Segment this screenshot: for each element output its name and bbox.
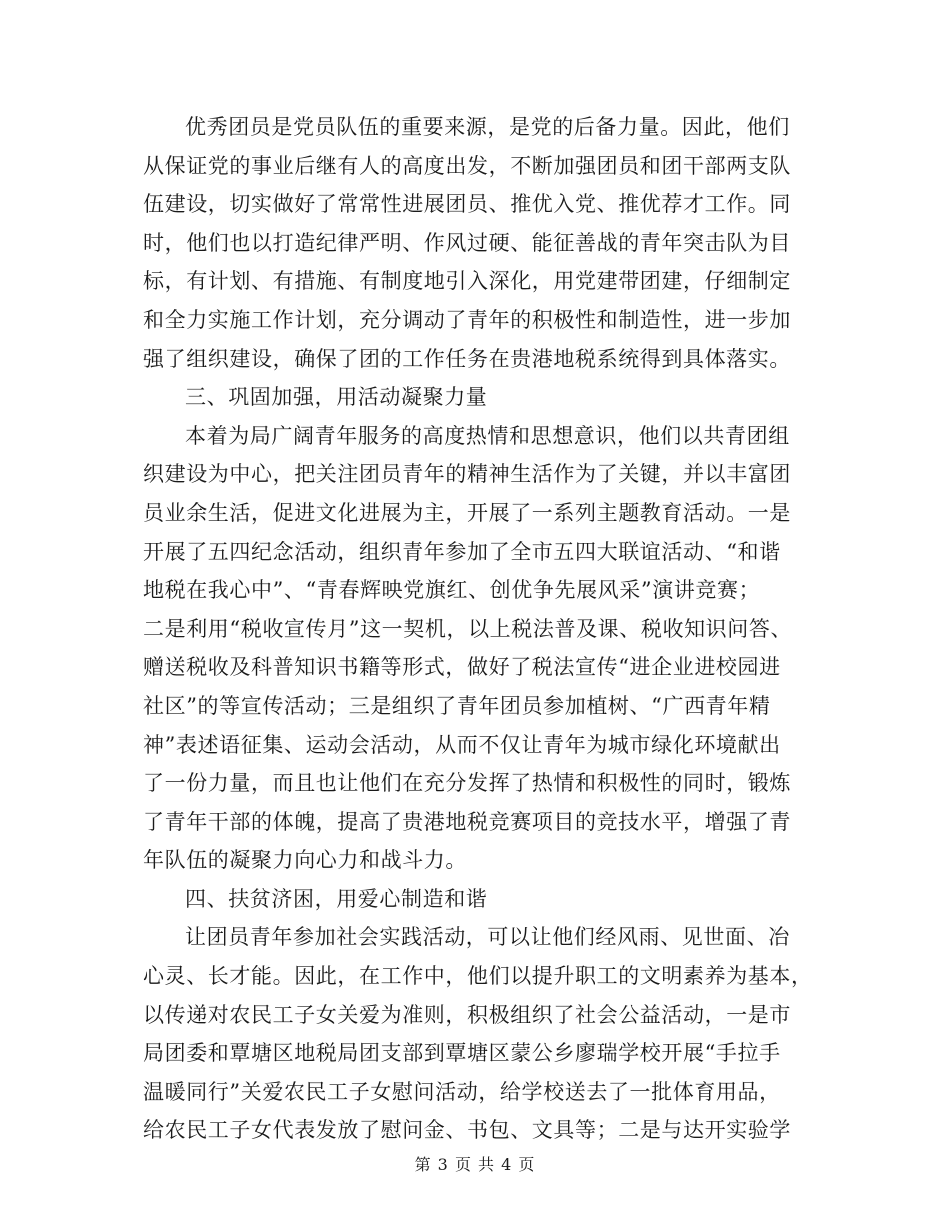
text-line: 以传递对农民工子女关爱为准则，积极组织了社会公益活动，一是市	[143, 1002, 791, 1027]
text-line: 了青年干部的体魄，提高了贵港地税竞赛项目的竞技水平，增强了青	[143, 809, 791, 834]
text-line: 和全力实施工作计划，充分调动了青年的积极性和制造性，进一步加	[143, 307, 791, 332]
text-line: 年队伍的凝聚力向心力和战斗力。	[143, 848, 467, 873]
text-line: 织建设为中心，把关注团员青年的精神生活作为了关键，并以丰富团	[143, 462, 791, 487]
text-line: 三、巩固加强，用活动凝聚力量	[185, 385, 488, 410]
text-line: 神”表述语征集、运动会活动，从而不仅让青年为城市绿化环境献出	[143, 732, 781, 757]
text-line: 从保证党的事业后继有人的高度出发，不断加强团员和团干部两支队	[143, 153, 791, 178]
text-line: 员业余生活，促进文化进展为主，开展了一系列主题教育活动。一是	[143, 500, 791, 525]
text-line: 强了组织建设，确保了团的工作任务在贵港地税系统得到具体落实。	[143, 346, 791, 371]
text-line: 地税在我心中”、“青春辉映党旗红、创优争先展风采”演讲竞赛；	[143, 578, 761, 603]
text-line: 让团员青年参加社会实践活动，可以让他们经风雨、见世面、冶	[185, 925, 790, 950]
text-line: 局团委和覃塘区地税局团支部到覃塘区蒙公乡廖瑞学校开展“手拉手	[143, 1041, 781, 1066]
text-line: 心灵、长才能。因此，在工作中，他们以提升职工的文明素养为基本，	[143, 964, 813, 989]
text-line: 伍建设，切实做好了常常性进展团员、推优入党、推优荐才工作。同	[143, 192, 791, 217]
text-line: 开展了五四纪念活动，组织青年参加了全市五四大联谊活动、“和谐	[143, 539, 781, 564]
text-line: 温暖同行”关爱农民工子女慰问活动，给学校送去了一批体育用品，	[143, 1079, 781, 1104]
page-footer: 第 3 页 共 4 页	[414, 1155, 536, 1174]
text-line: 社区”的等宣传活动；三是组织了青年团员参加植树、“广西青年精	[143, 693, 771, 718]
text-line: 优秀团员是党员队伍的重要来源，是党的后备力量。因此，他们	[185, 115, 790, 139]
text-line: 赠送税收及科普知识书籍等形式，做好了税法宣传“进企业进校园进	[143, 655, 781, 680]
text-line: 给农民工子女代表发放了慰问金、书包、文具等；二是与达开实验学	[143, 1118, 791, 1143]
text-line: 二是利用“税收宣传月”这一契机，以上税法普及课、税收知识问答、	[143, 616, 793, 641]
document-body	[143, 108, 813, 1150]
text-line: 了一份力量，而且也让他们在充分发挥了热情和积极性的同时，锻炼	[143, 771, 791, 796]
text-line: 四、扶贫济困，用爱心制造和谐	[185, 886, 488, 911]
text-line: 标，有计划、有措施、有制度地引入深化，用党建带团建，仔细制定	[143, 269, 791, 294]
text-line: 本着为局广阔青年服务的高度热情和思想意识，他们以共青团组	[185, 423, 790, 448]
text-line: 时，他们也以打造纪律严明、作风过硬、能征善战的青年突击队为目	[143, 230, 791, 255]
